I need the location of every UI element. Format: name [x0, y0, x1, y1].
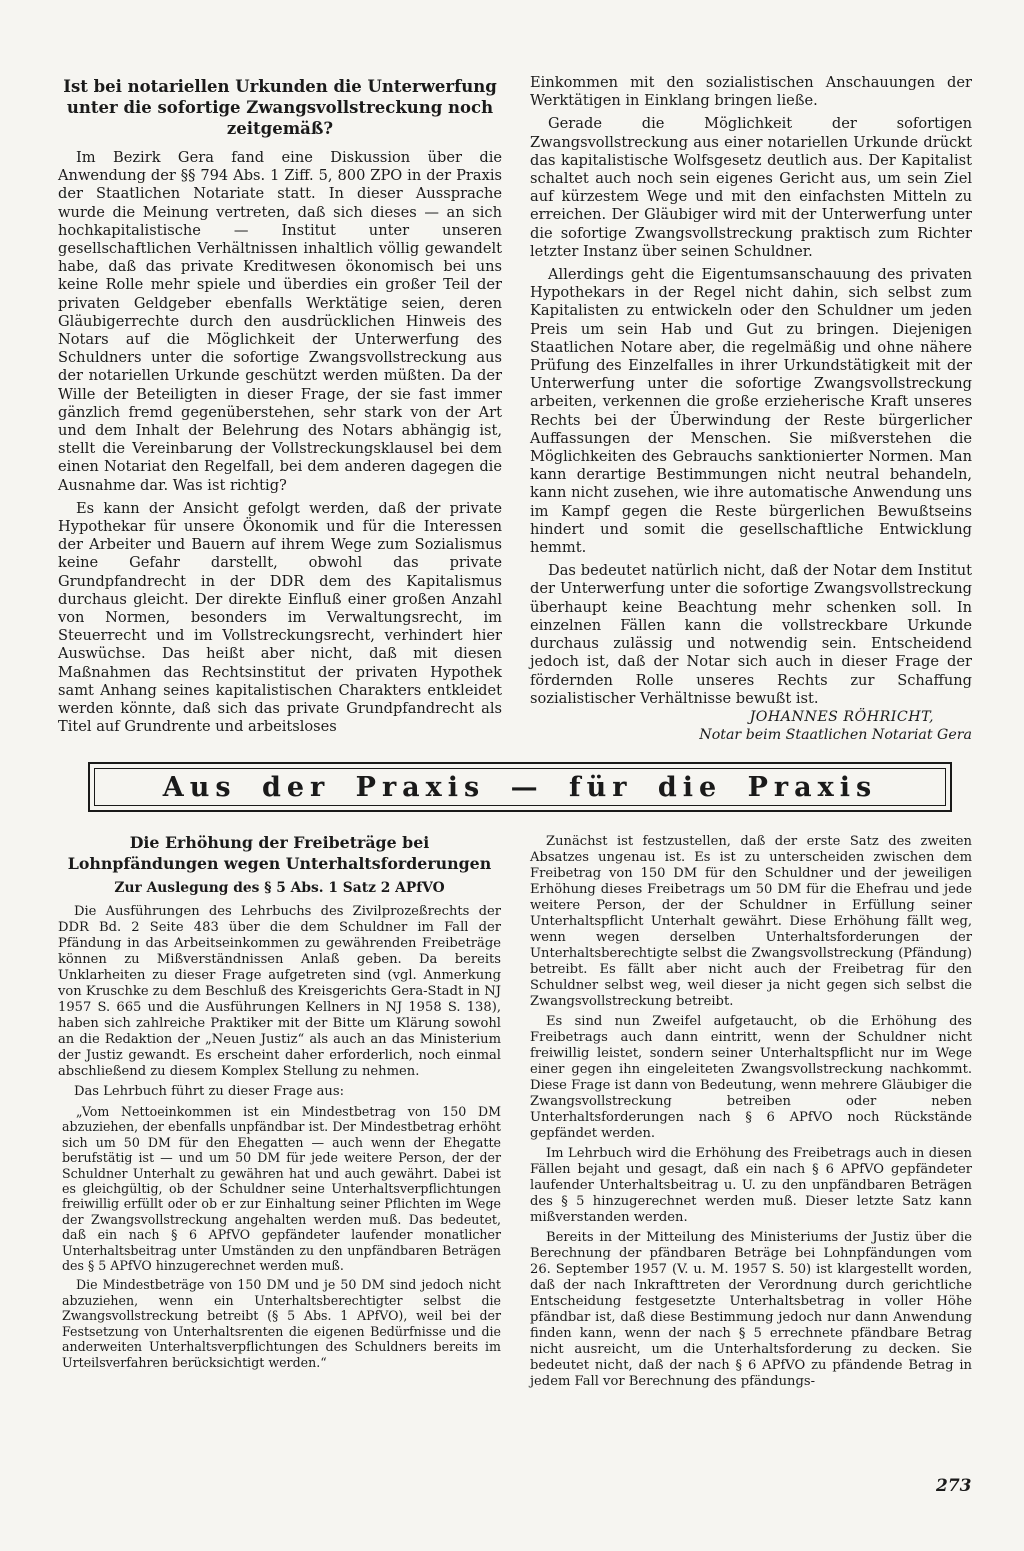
article1-right-column [530, 74, 972, 744]
article2-right-column [530, 834, 972, 1394]
article2-paragraph: Bereits in der Mitteilung des Ministeriums der Justiz über die Berechnung der pfändbaren Beträge bei Lohnpfändungen vom 26. September 1957 (V. u. M. 1957 S. 50) ist klargestellt worden, daß der nach Inkrafttreten der Verordnung durch gerichtliche Entscheidung festgesetzte Unterhaltsbetrag in voller Höhe pfändbar ist, daß diese Bestimmung jedoch nur dann Anwendung finden kann, wenn der nach § 5 errechnete pfändbare Betrag nicht ausreicht, um die Unterhaltsforderung zu decken. Sie bedeutet nicht, daß der nach § 6 APfVO zu pfändende Betrag in jedem Fall vor Berechnung des pfändungs- [530, 1230, 972, 1389]
author-title: Notar beim Staatlichen Notariat Gera [699, 726, 972, 743]
article1-paragraph: Allerdings geht die Eigentumsanschauung des privaten Hypothekars in der Regel nicht dahin, sich selbst zum Kapitalisten zu entwickeln oder den Schuldner um jeden Preis um sein Hab und Gut zu bringen. Diejenigen Staatlichen Notare aber, die regelmäßig und ohne nähere Prüfung des Einzelfalles in ihrer Urkundstätigkeit mit der Unterwerfung unter die sofortige Zwangsvollstreckung arbeiten, verkennen die große erzieherische Kraft unseres Rechts bei der Überwindung der Reste bürgerlicher Auffassungen der Menschen. Sie mißverstehen die Möglichkeiten des Gebrauchs sanktionierter Normen. Man kann derartige Bestimmungen nicht neutral behandeln, kann nicht zusehen, wie ihre automatische Anwendung uns im Kampf gegen die Reste bürgerlichen Bewußtseins hindert und somit die gesellschaftliche Entwicklung hemmt. [530, 266, 972, 557]
article1-paragraph: Gerade die Möglichkeit der sofortigen Zwangsvollstreckung aus einer notariellen Urkunde drückt das kapitalistische Wolfsgesetz deutlich aus. Der Kapitalist schaltet auch noch sein eigenes Gericht aus, um sein Ziel auf kürzestem Wege und mit den einfachsten Mitteln zu erreichen. Der Gläubiger wird mit der Unterwerfung unter die sofortige Zwangsvollstreckung praktisch zum Richter letzter Instanz über seinen Schuldner. [530, 115, 972, 260]
article2-title: Die Erhöhung der Freibeträge bei Lohnpfändungen wegen Unterhaltsforderungen [67, 833, 492, 873]
section-banner-label: Aus der Praxis — für die Praxis [162, 771, 878, 803]
article1-signature [530, 708, 972, 744]
article2-subtitle: Zur Auslegung des § 5 Abs. 1 Satz 2 APfVO [114, 880, 445, 896]
page-number: 273 [936, 1476, 972, 1496]
quote-paragraph: Die Mindestbeträge von 150 DM und je 50 DM sind jedoch nicht abzuziehen, wenn ein Unterhaltsberechtigter selbst die Zwangsvollstreckung betreibt (§ 5 Abs. 1 APfVO), weil bei der Festsetzung von Unterhaltsrenten die eigenen Bedürfnisse und die anderweiten Unterhaltsverpflichtungen des Schuldners bereits im Urteilsverfahren berücksichtigt werden.“ [62, 1277, 501, 1370]
article1-left-column [58, 76, 502, 742]
article1-paragraph: Einkommen mit den sozialistischen Anschauungen der Werktätigen in Einklang bringen ließe. [530, 74, 972, 110]
article1-title: Ist bei notariellen Urkunden die Unterwerfung unter die sofortige Zwangsvollstreckung noch zeitgemäß? [63, 77, 497, 138]
section-banner [88, 762, 952, 812]
article1-paragraph: Es kann der Ansicht gefolgt werden, daß der private Hypothekar für unsere Ökonomik und für die Interessen der Arbeiter und Bauern auf ihrem Wege zum Sozialismus keine Gefahr darstellt, obwohl das private Grundpfandrecht in der DDR dem des Kapitalismus durchaus gleicht. Der direkte Einfluß einer großen Anzahl von Normen, besonders im Verwaltungsrecht, im Steuerrecht und im Vollstreckungsrecht, verhindert hier Auswüchse. Das heißt aber nicht, daß mit diesen Maßnahmen das Rechtsinstitut der privaten Hypothek samt Anhang seines kapitalistischen Charakters entkleidet werden könnte, daß sich das private Grundpfandrecht als Titel auf Grundrente und arbeitsloses [58, 499, 502, 736]
article2-paragraph: Das Lehrbuch führt zu dieser Frage aus: [74, 1084, 344, 1099]
article2-quote [62, 1104, 501, 1370]
article2-paragraph: Es sind nun Zweifel aufgetaucht, ob die Erhöhung des Freibetrags auch dann eintritt, wenn der Schuldner nicht freiwillig leistet, sondern seiner Unterhaltspflicht nur im Wege einer gegen ihn eingeleiteten Zwangsvollstreckung nachkommt. Diese Frage ist dann von Bedeutung, wenn mehrere Gläubiger die Zwangsvollstreckung betreiben oder neben Unterhaltsforderungen nach § 6 APfVO noch Rückstände gepfändet werden. [530, 1014, 972, 1141]
article2-left-column [58, 832, 501, 1374]
article1-paragraph: Im Bezirk Gera fand eine Diskussion über die Anwendung der §§ 794 Abs. 1 Ziff. 5, 800 ZPO in der Praxis der Staatlichen Notariate statt. In dieser Aussprache wurde die Meinung vertreten, daß sich dieses — an sich hochkapitalistische — Institut unter unseren gesellschaftlichen Verhältnissen inhaltlich völlig gewandelt habe, daß das private Kreditwesen ökonomisch bei uns keine Rolle mehr spiele und überdies ein großer Teil der privaten Geldgeber ebenfalls Werktätige seien, deren Gläubigerrechte durch den ausdrücklichen Hinweis des Notars auf die Möglichkeit der Unterwerfung des Schuldners unter die sofortige Zwangsvollstreckung aus der notariellen Urkunde geschützt werden müßten. Da der Wille der Beteiligten in dieser Frage, der sie fast immer gänzlich fremd gegenüberstehen, sehr stark von der Art und dem Inhalt der Belehrung des Notars abhängig ist, stellt die Vereinbarung der Vollstreckungsklausel bei dem einen Notariat den Regelfall, bei dem anderen dagegen die Ausnahme dar. Was ist richtig? [58, 149, 502, 494]
article2-paragraph: Die Ausführungen des Lehrbuchs des Zivilprozeßrechts der DDR Bd. 2 Seite 483 über die dem Schuldner im Fall der Pfändung in das Arbeitseinkommen zu gewährenden Freibeträge können zu Mißverständnissen Anlaß geben. Da bereits Unklarheiten zu dieser Frage aufgetreten sind (vgl. Anmerkung von Kruschke zu dem Beschluß des Kreisgerichts Gera-Stadt in NJ 1957 S. 665 und die Ausführungen Kellners in NJ 1958 S. 138), haben sich zahlreiche Praktiker mit der Bitte um Klärung sowohl an die Redaktion der „Neuen Justiz“ als auch an das Ministerium der Justiz gewandt. Es erscheint daher erforderlich, noch einmal abschließend zu diesem Komplex Stellung zu nehmen. [58, 904, 501, 1079]
author-name: JOHANNES RÖHRICHT, [749, 708, 934, 725]
article2-paragraph: Im Lehrbuch wird die Erhöhung des Freibetrags auch in diesen Fällen bejaht und gesagt, daß ein nach § 6 APfVO gepfändeter laufender Unterhaltsbeitrag u. U. zu den unpfändbaren Beträgen des § 5 hinzugerechnet werden muß. Dieser letzte Satz kann mißverstanden werden. [530, 1146, 972, 1225]
article1-paragraph: Das bedeutet natürlich nicht, daß der Notar dem Institut der Unterwerfung unter die sofortige Zwangsvollstreckung überhaupt keine Beachtung mehr schenken soll. In einzelnen Fällen kann die vollstreckbare Urkunde durchaus zulässig und notwendig sein. Entscheidend jedoch ist, daß der Notar sich auch in dieser Frage der fördernden Rolle unseres Rechts zur Schaffung sozialistischer Verhältnisse bewußt ist. [530, 562, 972, 707]
quote-paragraph: „Vom Nettoeinkommen ist ein Mindestbetrag von 150 DM abzuziehen, der ebenfalls unpfändbar ist. Der Mindestbetrag erhöht sich um 50 DM für den Ehegatten — auch wenn der Ehegatte berufstätig ist — und um 50 DM für jede weitere Person, der der Schuldner Unterhalt zu gewähren hat und auch gewährt. Dabei ist es gleichgültig, ob der Schuldner seine Unterhaltsverpflichtungen freiwillig erfüllt oder ob er zur Einhaltung seiner Pflichten im Wege der Zwangsvollstreckung angehalten werden muß. Das bedeutet, daß ein nach § 6 APfVO gepfändeter laufender monatlicher Unterhaltsbeitrag unter Umständen zu den unpfändbaren Beträgen des § 5 APfVO hinzugerechnet werden muß. [62, 1104, 501, 1274]
article2-paragraph: Zunächst ist festzustellen, daß der erste Satz des zweiten Absatzes ungenau ist. Es ist zu unterscheiden zwischen dem Freibetrag von 150 DM für den Schuldner und der jeweiligen Erhöhung dieses Freibetrags um 50 DM für die Ehefrau und jede weitere Person, der der Schuldner in Erfüllung seiner Unterhaltspflicht Unterhalt gewährt. Diese Erhöhung fällt weg, wenn wegen derselben Unterhaltsforderungen der Unterhaltsberechtigte selbst die Zwangsvollstreckung (Pfändung) betreibt. Es fällt aber nicht auch der Freibetrag für den Schuldner selbst weg, weil dieser ja nicht gegen sich selbst die Zwangsvollstreckung betreibt. [530, 834, 972, 1009]
